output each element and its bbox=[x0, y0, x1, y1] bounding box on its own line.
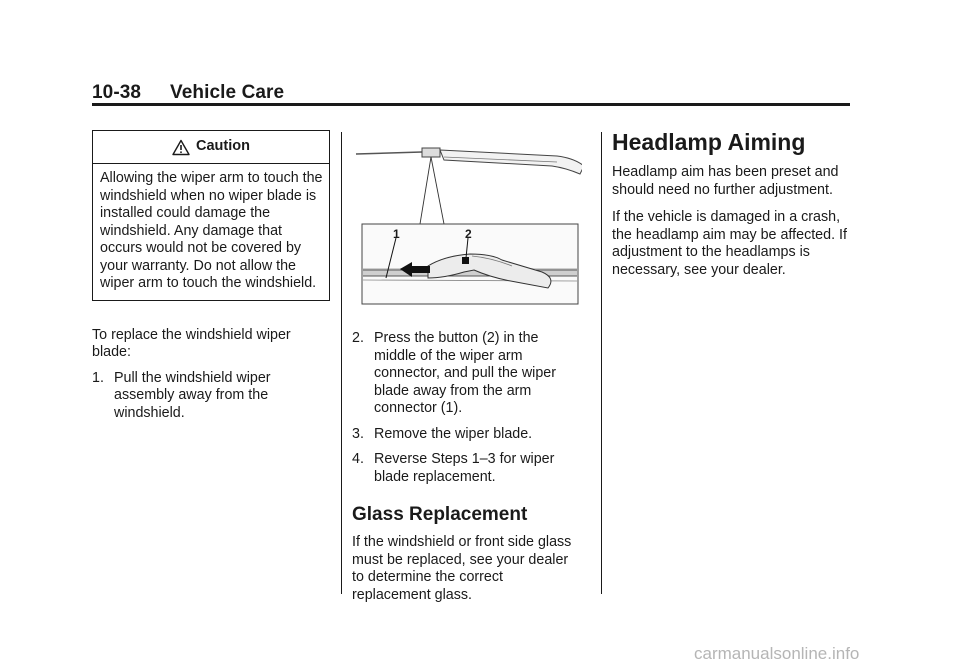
intro-text: To replace the windshield wiper blade: bbox=[92, 326, 291, 360]
step-item bbox=[352, 330, 582, 418]
headlamp-para-1: Headlamp aim has been preset and should need no further adjustment. bbox=[612, 164, 839, 198]
headlamp-para-2: If the vehicle is damaged in a crash, the headlamp aim may be affected. If adjustment to the headlamps is necessary, see your dealer. bbox=[612, 209, 847, 278]
glass-replacement-heading: Glass Replacement bbox=[352, 504, 528, 525]
step-number: 4. bbox=[352, 451, 364, 467]
step-text: Press the button (2) in the middle of the wiper arm connector, and pull the wiper blade away from the arm connector (1). bbox=[374, 330, 557, 416]
caution-header bbox=[93, 131, 329, 164]
wiper-illustration bbox=[352, 130, 582, 306]
column-divider bbox=[341, 132, 342, 594]
caution-text: Allowing the wiper arm to touch the windshield when no wiper blade is installed could damage the windshield. Any damage that occurs would not be covered by your warranty. Do not allow the wiper arm to touch the windshield. bbox=[100, 170, 323, 291]
headlamp-aiming-heading: Headlamp Aiming bbox=[612, 129, 806, 155]
caution-box bbox=[92, 130, 330, 301]
header-rule bbox=[92, 103, 850, 106]
column-1 bbox=[92, 130, 330, 422]
section-title: Vehicle Care bbox=[170, 82, 285, 103]
step-item bbox=[352, 451, 582, 486]
step-number: 3. bbox=[352, 425, 364, 442]
watermark: carmanualsonline.info bbox=[694, 644, 860, 663]
step-number: 2. bbox=[352, 330, 364, 346]
step-item bbox=[352, 426, 582, 444]
caution-title: Caution bbox=[196, 138, 250, 155]
page-number: 10-38 bbox=[92, 82, 142, 103]
column-2 bbox=[352, 130, 582, 604]
step-text: Remove the wiper blade. bbox=[374, 425, 533, 442]
callout-1: 1 bbox=[393, 227, 400, 241]
warning-triangle-icon bbox=[172, 139, 190, 156]
step-text: Pull the windshield wiper assembly away from the windshield. bbox=[114, 369, 271, 421]
step-text: Reverse Steps 1–3 for wiper blade replacement. bbox=[374, 451, 555, 485]
step-item bbox=[92, 370, 330, 423]
step-number: 1. bbox=[92, 369, 104, 386]
column-3 bbox=[612, 128, 852, 279]
column-divider bbox=[601, 132, 602, 594]
glass-replacement-text: If the windshield or front side glass must be replaced, see your dealer to determine the correct replacement glass. bbox=[352, 534, 572, 603]
wiper-figure bbox=[352, 130, 582, 306]
callout-2: 2 bbox=[465, 227, 472, 241]
